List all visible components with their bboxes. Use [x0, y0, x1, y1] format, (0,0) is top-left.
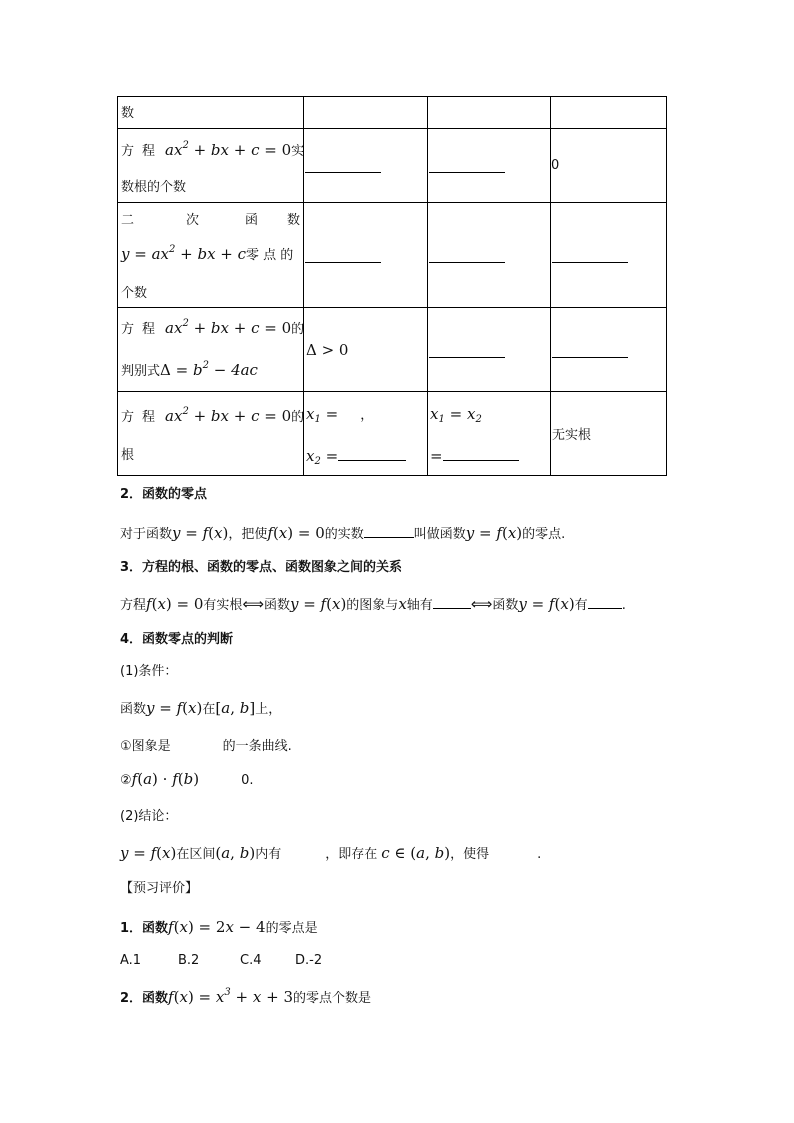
row3-func: $y = ax^2$ + bx + c: [121, 244, 247, 263]
section3-heading: 3．方程的根、函数的零点、函数图象之间的关系: [120, 560, 403, 575]
table-hline: [117, 202, 667, 203]
condition-label: (1)条件：: [120, 664, 178, 679]
row1-label: 数: [121, 106, 135, 121]
conclusion-line: y = f(x)在区间(a, b)内有 ，即存在 c ∈ (a, b)，使得 .: [120, 844, 542, 862]
row3-w1: 二: [121, 213, 135, 228]
row3-w2: 次: [186, 213, 200, 228]
row4-label-line1: [121, 318, 304, 340]
s3-func: y = f(x): [289, 595, 347, 613]
s2-eq: f(x) = 0: [267, 524, 325, 542]
row4-tail: 的: [291, 322, 305, 337]
row2-label-line1: [121, 140, 304, 162]
table-hline: [117, 128, 667, 129]
s3-blank-2[interactable]: [588, 596, 622, 609]
row3-w4: 数: [287, 213, 301, 228]
table-hline: [117, 96, 667, 97]
section4-heading: 4．函数零点的判断: [120, 632, 234, 647]
row3-label-line3: 个数: [121, 286, 148, 301]
option-a[interactable]: A.1: [120, 953, 142, 968]
row3-blank-col4[interactable]: [552, 250, 628, 263]
iff-symbol-2: ⟺: [470, 595, 493, 613]
row5-col2-x2: $x_2$ =: [306, 446, 406, 466]
section2-text: 对于函数y = f(x)，把使f(x) = 0的实数 叫做函数y = f(x)的零点.: [120, 524, 566, 542]
row3-w3: 函: [245, 213, 259, 228]
question-2: 2．函数$f(x) = x^3 + x + 3$的零点个数是: [120, 987, 372, 1006]
row4-equation: $ax^2$ + bx + c = 0: [165, 318, 292, 337]
condition-line1: 函数y = f(x)在[a, b]上，: [120, 699, 282, 717]
row5-col3-eqsign: =: [430, 446, 519, 466]
table-vline: [550, 96, 551, 476]
row2-word-b: 程: [142, 144, 156, 159]
s2-func2: y = f(x): [465, 524, 523, 542]
row2-label-line2: 数根的个数: [121, 180, 187, 195]
row4-disc-label: 判别式: [121, 364, 161, 379]
eval-heading: 【预习评价】: [120, 881, 199, 896]
row2-blank-col2[interactable]: [305, 160, 381, 173]
condition-line2: ①图象是 的一条曲线.: [120, 739, 292, 754]
table-hline: [117, 307, 667, 308]
s2-blank[interactable]: [364, 525, 414, 538]
s3-blank-1[interactable]: [433, 596, 471, 609]
section3-text: 方程f(x) = 0有实根⟺函数y = f(x)的图象与x轴有 ⟺函数y = f(x)有 .: [120, 595, 626, 613]
row5-col3-eq: $x_1 = x_2$: [430, 405, 482, 425]
s4-blank-curve[interactable]: [171, 738, 223, 750]
row4-blank-col3[interactable]: [429, 345, 505, 358]
row3-zero-tail: 零 点 的: [246, 248, 294, 263]
table-vline: [427, 96, 428, 476]
row5-col2-x1: $x_1$ = ，: [306, 405, 374, 425]
row4-word-a: 方: [121, 322, 135, 337]
row5-word-a: 方: [121, 410, 135, 425]
row4-disc-formula: $\Delta = b^2 - 4ac$: [160, 360, 258, 379]
iff-symbol-1: ⟺: [242, 595, 264, 613]
table-hline: [117, 391, 667, 392]
table-vline: [666, 96, 667, 476]
row5-label-line2: 根: [121, 448, 135, 463]
row5-col4-value: 无实根: [552, 428, 592, 443]
option-b[interactable]: B.2: [178, 953, 200, 968]
row2-blank-col3[interactable]: [429, 160, 505, 173]
s3-eq: f(x) = 0: [146, 595, 204, 613]
row3-blank-col3[interactable]: [429, 250, 505, 263]
row2-col4-value: 0: [551, 158, 560, 173]
section2-heading: 2．函数的零点: [120, 487, 208, 502]
table-hline: [117, 475, 667, 476]
row4-label-line2: [121, 360, 258, 382]
row4-col2-condition: Δ > 0: [306, 341, 349, 359]
row2-equation: $ax^2$ + bx + c = 0: [165, 140, 292, 159]
table-vline: [117, 96, 118, 476]
row5-x2-blank[interactable]: [338, 448, 406, 461]
condition-line3: ②f(a) · f(b) 0.: [120, 770, 254, 788]
question-1: 1．函数f(x) = 2x − 4的零点是: [120, 918, 318, 936]
s3-func2: y = f(x): [518, 595, 575, 613]
option-d[interactable]: D.-2: [295, 953, 323, 968]
conclusion-label: (2)结论：: [120, 809, 178, 824]
row5-label-line1: [121, 406, 304, 428]
option-c[interactable]: C.4: [240, 953, 262, 968]
row5-tail: 的: [291, 410, 305, 425]
row2-word-a: 方: [121, 144, 135, 159]
row5-comma: ，: [360, 408, 374, 423]
row3-label-line2: [121, 244, 293, 266]
row4-blank-col4[interactable]: [552, 345, 628, 358]
row5-word-b: 程: [142, 410, 156, 425]
row4-word-b: 程: [142, 322, 156, 337]
row2-tail: 实: [291, 144, 305, 159]
row3-blank-col2[interactable]: [305, 250, 381, 263]
s2-func: y = f(x): [172, 524, 229, 542]
row5-equation: $ax^2$ + bx + c = 0: [165, 406, 292, 425]
row5-col3-blank[interactable]: [443, 448, 519, 461]
